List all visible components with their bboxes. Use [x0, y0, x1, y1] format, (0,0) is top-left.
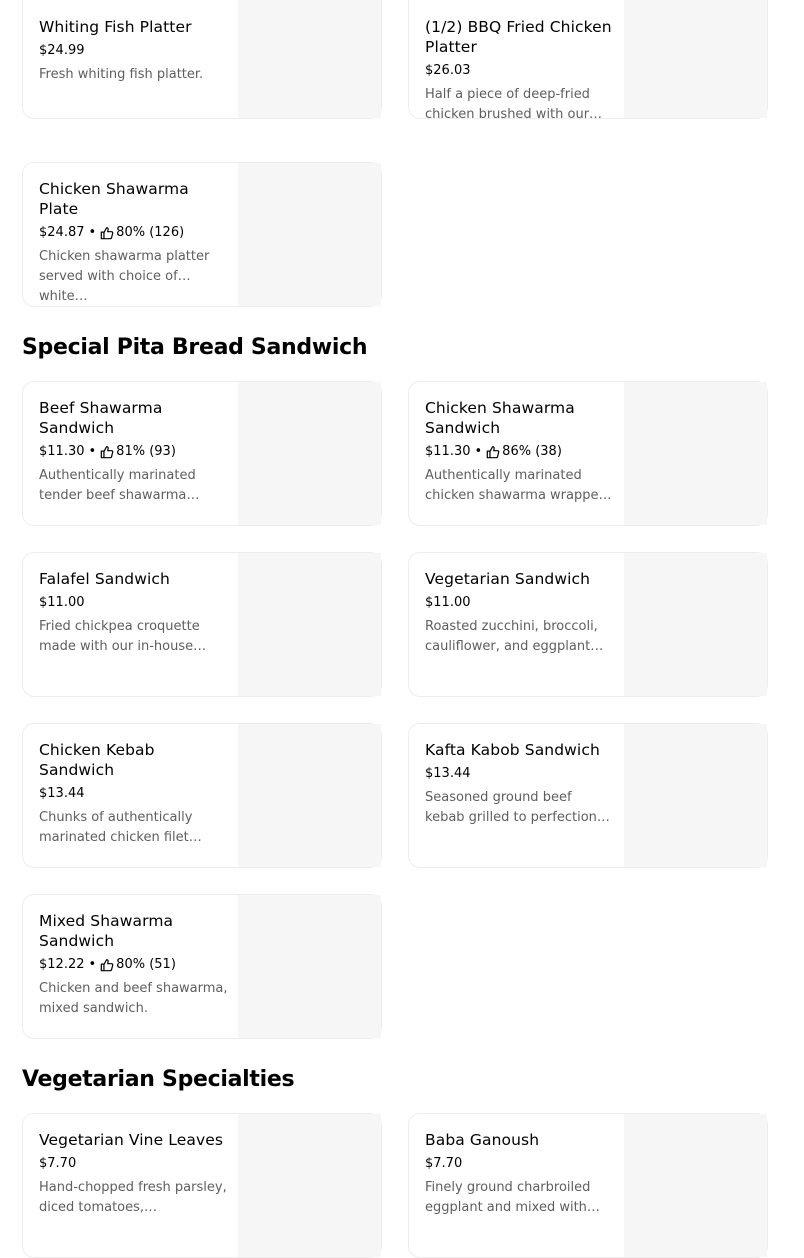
item-price: $13.44 [425, 766, 471, 781]
menu-item-card[interactable] [22, 162, 382, 307]
menu-item-info [425, 740, 615, 867]
menu-item-info [39, 398, 229, 525]
item-description: Half a piece of deep-fried chicken brushed with our… [425, 87, 603, 122]
meta-separator: • [474, 444, 483, 459]
item-image-placeholder [238, 1114, 381, 1257]
menu-item-info [39, 1130, 229, 1257]
item-description: Fried chickpea croquette made with our in-house… [39, 619, 207, 654]
item-price: $11.00 [425, 595, 471, 610]
item-description: Finely ground charbroiled eggplant and mixed with… [425, 1180, 600, 1215]
item-price: $26.03 [425, 63, 471, 78]
menu-item-card[interactable] [408, 552, 768, 697]
item-meta [39, 955, 229, 975]
menu-item-card[interactable] [22, 723, 382, 868]
item-image-placeholder [624, 0, 767, 118]
item-image-placeholder [624, 553, 767, 696]
item-description: Roasted zucchini, broccoli, cauliflower, and eggplant… [425, 619, 604, 654]
item-description: Hand-chopped fresh parsley, diced tomatoes,… [39, 1180, 227, 1215]
item-image-placeholder [624, 382, 767, 525]
menu-item-card[interactable] [408, 1113, 768, 1258]
item-meta [425, 1154, 615, 1174]
thumbs-up-icon [486, 445, 500, 459]
item-name: Chicken Shawarma Sandwich [425, 399, 575, 437]
item-description: Seasoned ground beef kebab grilled to perfection… [425, 790, 610, 825]
item-name: Falafel Sandwich [39, 570, 170, 588]
thumbs-up-icon [100, 958, 114, 972]
menu-item-info [39, 911, 229, 1038]
item-name: Kafta Kabob Sandwich [425, 741, 600, 759]
item-description: Chicken and beef shawarma, mixed sandwich. [39, 981, 228, 1016]
item-meta [39, 784, 229, 804]
menu-item-card[interactable] [408, 0, 768, 122]
menu-item-info [39, 740, 229, 867]
item-rating: 86% (38) [502, 444, 562, 459]
item-image-placeholder [238, 382, 381, 525]
item-meta [425, 593, 615, 613]
item-meta [39, 41, 229, 61]
item-image-placeholder [238, 0, 381, 118]
item-description: Authentically marinated tender beef shawarma… [39, 468, 200, 503]
menu-item-card[interactable] [22, 552, 382, 697]
item-price: $12.22 [39, 957, 85, 972]
menu-item-card[interactable] [22, 1113, 382, 1258]
meta-separator: • [88, 225, 97, 240]
item-description: Fresh whiting fish platter. [39, 67, 204, 82]
item-rating: 80% (51) [116, 957, 176, 972]
item-name: (1/2) BBQ Fried Chicken Platter [425, 18, 612, 56]
item-name: Vegetarian Vine Leaves [39, 1131, 224, 1149]
item-meta [39, 1154, 229, 1174]
item-price: $11.30 [39, 444, 85, 459]
item-description: Chunks of authentically marinated chicken filet… [39, 810, 202, 845]
item-price: $13.44 [39, 786, 85, 801]
item-price: $11.30 [425, 444, 471, 459]
item-meta [39, 593, 229, 613]
item-meta [425, 442, 615, 462]
item-rating: 81% (93) [116, 444, 176, 459]
menu-item-card[interactable] [22, 894, 382, 1039]
menu-item-info [425, 17, 615, 122]
menu-item-info [425, 569, 615, 696]
menu-item-card[interactable] [408, 381, 768, 526]
item-name: Baba Ganoush [425, 1131, 540, 1149]
meta-separator: • [88, 957, 97, 972]
item-image-placeholder [238, 553, 381, 696]
item-price: $11.00 [39, 595, 85, 610]
item-name: Chicken Kebab Sandwich [39, 741, 155, 779]
section-title: Vegetarian Specialties [22, 1067, 295, 1092]
thumbs-up-icon [100, 445, 114, 459]
menu-item-card[interactable] [408, 723, 768, 868]
item-image-placeholder [238, 163, 381, 306]
item-meta [425, 61, 615, 81]
item-name: Mixed Shawarma Sandwich [39, 912, 174, 950]
thumbs-up-icon [100, 226, 114, 240]
item-meta [39, 442, 229, 462]
item-price: $7.70 [39, 1156, 77, 1171]
item-price: $24.87 [39, 225, 85, 240]
item-name: Whiting Fish Platter [39, 18, 192, 36]
menu-item-card[interactable] [22, 0, 382, 119]
item-image-placeholder [624, 1114, 767, 1257]
menu-item-info [425, 398, 615, 525]
item-meta [39, 223, 229, 243]
meta-separator: • [88, 444, 97, 459]
item-price: $24.99 [39, 43, 85, 58]
item-meta [425, 764, 615, 784]
section-title: Special Pita Bread Sandwich [22, 335, 368, 360]
menu-item-info [39, 179, 229, 306]
item-price: $7.70 [425, 1156, 463, 1171]
item-description: Authentically marinated chicken shawarma wrappe… [425, 468, 612, 503]
item-name: Chicken Shawarma Plate [39, 180, 189, 218]
item-rating: 80% (126) [116, 225, 185, 240]
item-name: Vegetarian Sandwich [425, 570, 591, 588]
item-name: Beef Shawarma Sandwich [39, 399, 163, 437]
menu-item-info [39, 569, 229, 696]
menu-item-info [425, 1130, 615, 1257]
item-image-placeholder [624, 724, 767, 867]
menu-item-info [39, 17, 229, 118]
item-image-placeholder [238, 895, 381, 1038]
item-image-placeholder [238, 724, 381, 867]
menu-item-card[interactable] [22, 381, 382, 526]
item-description: Chicken shawarma platter served with choice of white… [39, 249, 210, 304]
